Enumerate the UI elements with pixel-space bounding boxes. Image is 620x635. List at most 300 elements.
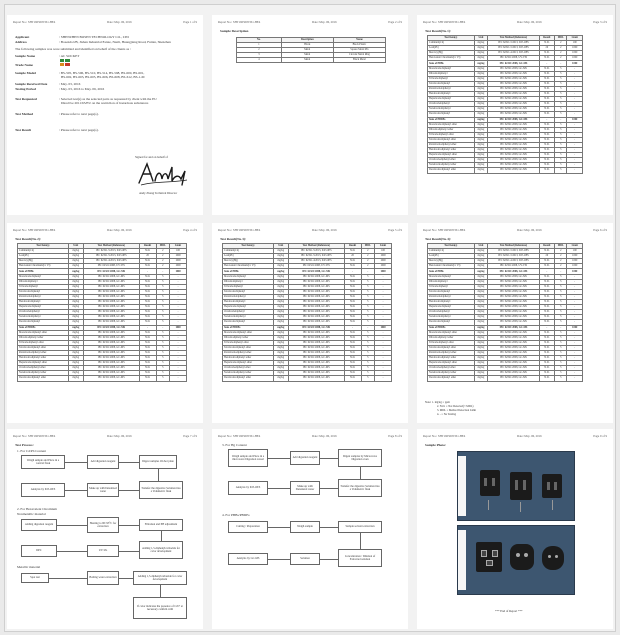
table-cell: N.D. <box>539 320 555 325</box>
address-label: Address <box>15 40 27 44</box>
flow-arrow <box>320 527 338 528</box>
table-cell: 1 <box>237 43 282 48</box>
table-row <box>428 163 583 168</box>
table-cell: - <box>375 274 392 279</box>
table-cell: N.D. <box>539 163 555 168</box>
table-cell: Tribromodiphenyl ether <box>223 340 274 345</box>
report-number: Report No.: SHT16050053S1-HE4 <box>13 20 56 24</box>
table-cell: Pentabromodiphenyl ether <box>223 350 274 355</box>
table-cell: - <box>567 102 583 107</box>
table-row <box>428 66 583 71</box>
table-cell: mg/kg <box>273 335 288 340</box>
table-cell: N.D. <box>139 366 156 371</box>
table-cell: mg/kg <box>474 305 488 310</box>
table-cell: - <box>375 300 392 305</box>
table-cell: 5 <box>361 315 375 320</box>
test-requested-value: : Selected test(s) as the selected parts as requested by client with the EU <box>59 97 157 101</box>
table-cell: - <box>139 325 156 330</box>
table-cell: - <box>567 310 583 315</box>
table-cell: mg/kg <box>273 249 288 254</box>
table-cell: - <box>567 132 583 137</box>
table-cell: Nonabromodiphenyl ether <box>223 371 274 376</box>
table-cell: Monobromobiphenyl <box>223 274 274 279</box>
table-cell: 5 <box>555 122 567 127</box>
table-cell: Monobromodiphenyl ether <box>18 330 69 335</box>
section-heading: 3. For Hg Content <box>222 443 247 447</box>
table-cell: - <box>567 315 583 320</box>
table-cell: mg/kg <box>474 330 488 335</box>
table-cell: N.D. <box>539 153 555 158</box>
table-cell: mg/kg <box>68 289 83 294</box>
applicant-label: Applicant <box>15 35 30 39</box>
table-cell: - <box>170 371 187 376</box>
table-cell: 3 <box>237 53 282 58</box>
table-cell: Sum of PBDEs <box>18 325 69 330</box>
table-cell: - <box>567 137 583 142</box>
table-cell: IEC 62321:2008, GC-MS <box>288 294 344 299</box>
table-cell: - <box>375 340 392 345</box>
table-cell: 5 <box>361 376 375 381</box>
table-cell: 5 <box>555 289 567 294</box>
table-cell: IEC 62321:2008, GC-MS <box>83 284 139 289</box>
table-cell: - <box>567 371 583 376</box>
table-cell: - <box>567 153 583 158</box>
report-date: Date: May. 06, 2016 <box>517 20 542 24</box>
table-cell: mg/kg <box>474 127 488 132</box>
report-date: Date: May. 06, 2016 <box>312 434 337 438</box>
table-cell: 2 <box>361 254 375 259</box>
table-cell: Tribromobiphenyl <box>428 76 475 81</box>
page-header <box>423 20 607 26</box>
table-cell: N.D. <box>539 356 555 361</box>
page-header <box>218 434 402 440</box>
table-cell: mg/kg <box>68 249 83 254</box>
table-cell: mg/kg <box>273 274 288 279</box>
table-cell: mg/kg <box>474 300 488 305</box>
table-cell: 5 <box>361 361 375 366</box>
table-cell: N.D. <box>344 274 361 279</box>
table-cell: 5 <box>156 305 170 310</box>
table-cell: - <box>567 66 583 71</box>
process-step: Sample solvent extraction <box>338 521 382 533</box>
socket-image <box>480 470 500 496</box>
table-cell: 5 <box>555 158 567 163</box>
table-cell: N.D. <box>344 376 361 381</box>
table-cell: 5 <box>555 310 567 315</box>
flow-arrow <box>320 559 338 560</box>
table-cell: Heptabromobiphenyl <box>428 97 475 102</box>
table-row <box>428 340 583 345</box>
table-cell: IEC 62321:2008, GC-MS <box>488 66 539 71</box>
table-cell: IEC 62321:2008, GC-MS <box>288 300 344 305</box>
column-header: Result <box>139 244 156 249</box>
table-cell: N.D. <box>539 305 555 310</box>
table-cell: - <box>567 112 583 117</box>
table-header-row <box>18 244 187 249</box>
table-cell: - <box>344 325 361 330</box>
process-step: Weigh sample and Place in a conical flask <box>21 455 65 469</box>
page-number: Page 2 of 9 <box>388 20 402 24</box>
table-cell: IEC 62321:2008, GC-MS <box>488 315 539 320</box>
table-cell: Decabromodiphenyl ether <box>428 168 475 173</box>
column-header: Result <box>539 36 555 41</box>
table-cell: Heptabromodiphenyl ether <box>223 361 274 366</box>
table-cell: - <box>567 289 583 294</box>
table-cell: IEC 62321:2008, GC-MS <box>83 269 139 274</box>
table-cell: Pentabromodiphenyl ether <box>18 350 69 355</box>
table-cell: mg/kg <box>68 315 83 320</box>
table-cell: IEC 62321:2008, GC-MS <box>83 335 139 340</box>
table-cell: 2 <box>361 259 375 264</box>
table-cell: N.D. <box>539 315 555 320</box>
table-cell: N.D. <box>539 330 555 335</box>
table-cell: 1000 <box>567 117 583 122</box>
table-cell: - <box>375 310 392 315</box>
section-heading: 4. For PBBs/PBDEs <box>222 513 250 517</box>
table-cell: N.D. <box>539 284 555 289</box>
table-cell: IEC 62321:2008, GC-MS <box>83 294 139 299</box>
test-result-title: Test Result(No.3): <box>220 237 247 241</box>
table-cell: Octabromobiphenyl <box>428 310 475 315</box>
table-cell: N.D. <box>539 371 555 376</box>
flow-arrow <box>360 533 361 549</box>
table-cell: 5 <box>156 335 170 340</box>
table-cell: 5 <box>555 345 567 350</box>
test-method-label: Test Method <box>15 112 34 116</box>
page-number: Page 5 of 9 <box>388 228 402 232</box>
table-cell: Sum of PBBs <box>428 269 475 274</box>
table-cell: 5 <box>555 350 567 355</box>
table-cell: Sum of PBDEs <box>428 325 475 330</box>
table-cell: mg/kg <box>273 284 288 289</box>
table-cell: 5 <box>555 168 567 173</box>
table-cell: mg/kg <box>474 56 488 61</box>
table-cell: mg/kg <box>68 284 83 289</box>
table-cell: N.D. <box>344 340 361 345</box>
table-cell: - <box>567 300 583 305</box>
table-cell: 2 <box>361 249 375 254</box>
table-cell: Tribromobiphenyl <box>428 284 475 289</box>
table-cell: Heptabromodiphenyl ether <box>428 153 475 158</box>
table-cell: 5 <box>156 340 170 345</box>
table-row <box>428 330 583 335</box>
table-cell: - <box>156 325 170 330</box>
table-cell: mg/kg <box>474 61 488 66</box>
table-cell: - <box>567 340 583 345</box>
table-cell: Sum of PBBs <box>428 61 475 66</box>
report-page-3 <box>417 15 613 215</box>
table-cell: 5 <box>555 284 567 289</box>
table-cell: Monobromobiphenyl <box>428 274 475 279</box>
table-cell: N.D. <box>344 259 361 264</box>
table-cell: 5 <box>555 127 567 132</box>
table-cell: N.D. <box>539 71 555 76</box>
report-number: Report No.: SHT16050053S1-HE4 <box>218 20 261 24</box>
table-cell: N.D. <box>539 97 555 102</box>
table-cell: IEC 62321:2008, UV-VIS <box>288 264 344 269</box>
table-cell: - <box>539 269 555 274</box>
flow-arrow <box>119 490 139 491</box>
table-cell: - <box>170 294 187 299</box>
table-cell: 2 <box>555 259 567 264</box>
table-cell: mg/kg <box>474 66 488 71</box>
test-result-table <box>17 243 187 382</box>
table-cell: Square Metal Pin <box>333 48 385 53</box>
page-number: Page 1 of 9 <box>183 20 197 24</box>
table-cell: IEC 62321:2008, GC-MS <box>288 376 344 381</box>
table-cell: IEC 62321:2008, GC-MS <box>488 122 539 127</box>
table-cell: IEC 62321:2008, GC-MS <box>288 315 344 320</box>
table-cell: Tribromobiphenyl <box>18 284 69 289</box>
table-row <box>428 345 583 350</box>
table-cell: mg/kg <box>474 76 488 81</box>
table-cell: mg/kg <box>273 294 288 299</box>
process-step: Weigh sample <box>290 521 320 533</box>
table-row <box>428 305 583 310</box>
table-cell: Decabromobiphenyl <box>18 320 69 325</box>
table-cell: mg/kg <box>474 254 488 259</box>
table-cell: 5 <box>156 294 170 299</box>
table-cell: mg/kg <box>474 137 488 142</box>
table-cell: N.D. <box>539 142 555 147</box>
table-cell: IEC 62321:2008, GC-MS <box>488 97 539 102</box>
table-cell: mg/kg <box>474 320 488 325</box>
table-cell: 1000 <box>375 254 392 259</box>
socket-image <box>476 542 502 572</box>
table-cell: - <box>170 305 187 310</box>
table-cell: N.D. <box>539 259 555 264</box>
table-cell: IEC 62321:2008, GC-MS <box>488 279 539 284</box>
table-cell: - <box>170 274 187 279</box>
table-cell: IEC 62321:2008, GC-MS <box>83 300 139 305</box>
table-cell: Sum of PBDEs <box>223 325 274 330</box>
table-cell: Lead(Pb) <box>428 254 475 259</box>
received-label: Sample Received Date <box>15 82 48 86</box>
flow-arrow <box>160 585 161 597</box>
table-cell: IEC 62321:2008, GC-MS <box>288 366 344 371</box>
table-cell: Black Metal <box>333 58 385 63</box>
table-cell: N.D. <box>344 300 361 305</box>
table-cell: IEC 62321:2008, GC-MS <box>83 289 139 294</box>
table-cell: Heptabromobiphenyl <box>223 305 274 310</box>
table-cell: Dibromodiphenyl ether <box>18 335 69 340</box>
table-cell: 5 <box>555 142 567 147</box>
table-cell: mg/kg <box>68 300 83 305</box>
table-cell: Tetrabromobiphenyl <box>428 289 475 294</box>
table-cell: 5 <box>156 279 170 284</box>
table-cell: 5 <box>555 86 567 91</box>
table-cell: mg/kg <box>474 92 488 97</box>
process-step: Adding 1,5-diphenylcarbazide for color development <box>133 571 187 585</box>
table-cell: mg/kg <box>273 366 288 371</box>
column-header: No. <box>237 38 282 43</box>
table-cell: IEC 62321:2008, GC-MS <box>488 305 539 310</box>
table-cell: IEC 62321:2008, GC-MS <box>488 274 539 279</box>
table-cell: mg/kg <box>474 269 488 274</box>
table-cell: IEC 62321:2008, GC-MS <box>288 274 344 279</box>
table-cell: - <box>567 350 583 355</box>
table-cell: IEC 62321:2008, GC-MS <box>288 356 344 361</box>
table-cell: mg/kg <box>474 148 488 153</box>
process-step: Transfer the digestive Solution into a Volumetric flask <box>139 481 183 499</box>
table-cell: mg/kg <box>68 305 83 310</box>
table-cell: - <box>375 315 392 320</box>
table-cell: 20 <box>344 254 361 259</box>
table-cell: IEC 62321-5:2013, ICP-OES <box>83 254 139 259</box>
table-cell: 5 <box>555 335 567 340</box>
table-cell: 1000 <box>567 269 583 274</box>
table-cell: N.D. <box>539 56 555 61</box>
signature-image <box>135 161 191 187</box>
testing-period-value: : May. 03, 2016 to May. 06, 2016 <box>59 87 105 91</box>
table-cell: Tetrabromodiphenyl ether <box>428 137 475 142</box>
table-cell: Dibromobiphenyl <box>223 279 274 284</box>
page-number: Page 4 of 9 <box>183 228 197 232</box>
table-cell: Black Plastic <box>333 43 385 48</box>
table-cell: 100 <box>567 41 583 46</box>
table-cell: IEC 62321:2008, GC-MS <box>288 284 344 289</box>
table-cell: 1000 <box>375 264 392 269</box>
table-cell: N.D. <box>139 330 156 335</box>
table-cell: mg/kg <box>273 310 288 315</box>
table-cell: N.D. <box>344 356 361 361</box>
table-row <box>428 148 583 153</box>
table-cell: Decabromodiphenyl ether <box>223 376 274 381</box>
table-cell: IEC 62321:2008, GC-MS <box>288 371 344 376</box>
table-row <box>223 376 392 381</box>
table-cell: 5 <box>555 153 567 158</box>
table-cell: Hexabromobiphenyl <box>428 300 475 305</box>
table-row <box>428 168 583 173</box>
flow-arrow <box>119 462 139 463</box>
table-cell: IEC 62321:2008, GC-MS <box>288 289 344 294</box>
applicant-value: : SHENZHEN BOSEN TECHNOLOGY CO., LTD <box>59 35 129 39</box>
table-cell: IEC 62321:2008, GC-MS <box>83 361 139 366</box>
table-cell: mg/kg <box>273 356 288 361</box>
table-cell: mg/kg <box>474 112 488 117</box>
flow-arrow <box>119 525 139 526</box>
signer-name: Andy Zhang Technical Director <box>139 191 178 195</box>
table-cell: 5 <box>156 330 170 335</box>
table-cell: mg/kg <box>273 279 288 284</box>
table-cell: IEC 62321:2008, GC-MS <box>288 350 344 355</box>
table-cell: 2 <box>555 41 567 46</box>
testing-period-label: Testing Period <box>15 87 36 91</box>
table-cell: 100 <box>375 249 392 254</box>
table-cell: - <box>170 345 187 350</box>
table-cell: - <box>555 61 567 66</box>
table-row <box>428 376 583 381</box>
column-header: Test Method (Reference) <box>83 244 139 249</box>
table-cell: Sum of PBDEs <box>428 117 475 122</box>
table-cell: mg/kg <box>474 51 488 56</box>
table-cell: mg/kg <box>474 41 488 46</box>
table-cell: IEC 62321:2008, GC-MS <box>488 366 539 371</box>
table-cell: - <box>344 269 361 274</box>
table-cell: mg/kg <box>474 279 488 284</box>
table-cell: mg/kg <box>273 330 288 335</box>
report-page-9 <box>417 429 613 629</box>
report-number: Report No.: SHT16050053S1-HE4 <box>218 434 261 438</box>
table-cell: Octabromodiphenyl ether <box>428 158 475 163</box>
report-number: Report No.: SHT16050053S1-HE4 <box>423 20 466 24</box>
table-cell: Octabromodiphenyl ether <box>223 366 274 371</box>
process-step: Make up with Deionized water <box>290 481 320 495</box>
table-row <box>428 158 583 163</box>
trade-name-label: Trade Name <box>15 63 33 67</box>
table-cell: - <box>567 158 583 163</box>
table-row <box>18 376 187 381</box>
table-cell: 1000 <box>567 56 583 61</box>
table-cell: N.D. <box>139 305 156 310</box>
table-cell: 5 <box>361 305 375 310</box>
sample-photo-2 <box>457 525 575 595</box>
table-cell: N.D. <box>139 320 156 325</box>
table-cell: N.D. <box>139 350 156 355</box>
report-page-5 <box>212 223 408 423</box>
table-cell: N.D. <box>539 137 555 142</box>
table-cell: N.D. <box>139 340 156 345</box>
table-row <box>428 356 583 361</box>
column-header: Name <box>333 38 385 43</box>
table-cell: N.D. <box>139 289 156 294</box>
table-cell: IEC 62321:2008, GC-MS <box>488 325 539 330</box>
table-cell: 2 <box>555 46 567 51</box>
table-cell: Nonabromodiphenyl ether <box>18 371 69 376</box>
table-cell: Hexabromodiphenyl ether <box>428 148 475 153</box>
table-row <box>428 350 583 355</box>
table-cell: IEC 62321:2008, GC-MS <box>488 132 539 137</box>
table-cell: - <box>375 320 392 325</box>
table-cell: IEC 62321:2008, GC-MS <box>288 361 344 366</box>
table-cell: - <box>375 305 392 310</box>
table-cell: IEC 62321:2008, GC-MS <box>488 117 539 122</box>
table-cell: 5 <box>156 356 170 361</box>
table-cell: IEC 62321:2008, GC-MS <box>488 76 539 81</box>
table-row <box>428 132 583 137</box>
page-header <box>13 20 197 26</box>
table-cell: mg/kg <box>474 310 488 315</box>
table-cell: Tetrabromobiphenyl <box>18 289 69 294</box>
table-cell: Lead(Pb) <box>428 46 475 51</box>
table-cell: IEC 62321-5:2013, ICP-OES <box>488 254 539 259</box>
trade-logo <box>60 59 70 68</box>
process-step: Digest samples by Microwave Digestion oven <box>338 449 382 467</box>
table-row <box>428 137 583 142</box>
sample-model-value: : BS-505, BS-506, BS-510, BS-514, BS-598, BS-600, BS-601, <box>59 71 145 75</box>
sample-model-label: Sample Model <box>15 71 36 75</box>
report-page-7 <box>7 429 203 629</box>
table-cell: - <box>567 142 583 147</box>
table-cell: mg/kg <box>474 315 488 320</box>
table-cell: Tribromodiphenyl ether <box>428 340 475 345</box>
flow-arrow <box>268 488 290 489</box>
table-cell: 1000 <box>375 259 392 264</box>
table-cell: N.D. <box>539 86 555 91</box>
table-cell: Hexabromodiphenyl ether <box>223 356 274 361</box>
section-subheading: Metallic material <box>17 565 41 569</box>
table-cell: mg/kg <box>273 350 288 355</box>
test-requested-value-2: Directive 2011/65/EU on the restriction of hazardous substances <box>61 101 149 105</box>
process-step: Analysis by ICP-OES <box>21 483 65 497</box>
table-cell: 2 <box>555 249 567 254</box>
table-cell: 2 <box>555 51 567 56</box>
table-cell: 2 <box>156 254 170 259</box>
table-cell: mg/kg <box>474 122 488 127</box>
table-cell: - <box>567 168 583 173</box>
table-cell: - <box>567 163 583 168</box>
table-cell: 1000 <box>567 259 583 264</box>
